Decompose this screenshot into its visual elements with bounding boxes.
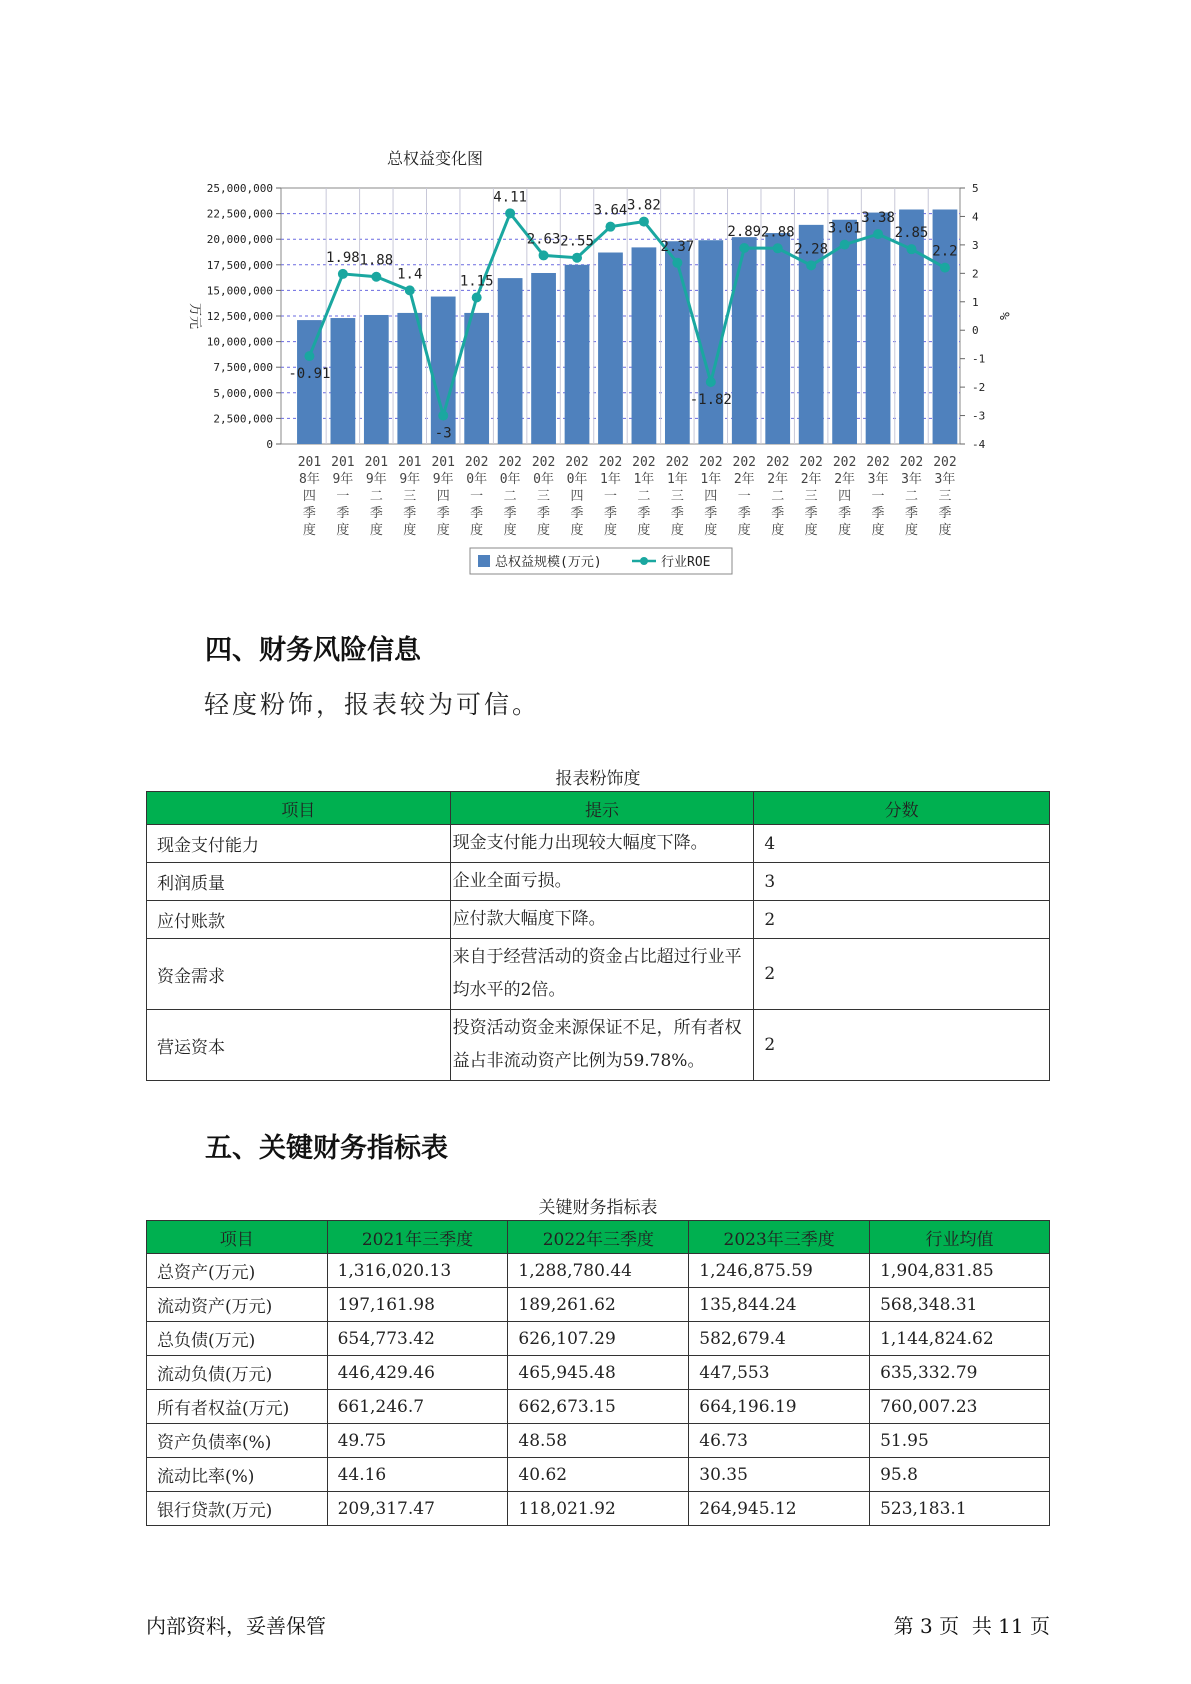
legend-bar-swatch xyxy=(478,555,490,567)
table-row xyxy=(147,1356,1050,1390)
metric-value: 189,261.62 xyxy=(508,1288,689,1322)
x-tick-label: 9年 xyxy=(332,472,354,487)
roe-data-label: 2.85 xyxy=(894,225,929,242)
y-left-tick-label: 17,500,000 xyxy=(206,258,273,272)
risk-score: 4 xyxy=(754,825,1050,863)
roe-data-label: 2.89 xyxy=(727,224,762,241)
x-tick-label: 202 xyxy=(665,455,690,470)
y-right-tick-label: -2 xyxy=(972,381,986,395)
legend-line-marker xyxy=(640,557,648,565)
metric-name: 所有者权益(万元) xyxy=(147,1390,328,1424)
x-tick-label: 季 xyxy=(871,506,885,521)
x-tick-label: 度 xyxy=(403,523,417,538)
x-tick-label: 度 xyxy=(804,523,818,538)
table-row xyxy=(147,1322,1050,1356)
x-tick-label: 202 xyxy=(498,455,522,470)
x-tick-label: 0年 xyxy=(566,472,588,487)
metric-name: 银行贷款(万元) xyxy=(147,1492,328,1526)
x-tick-label: 四 xyxy=(838,489,852,504)
x-tick-label: 度 xyxy=(704,523,718,538)
metric-value: 264,945.12 xyxy=(689,1492,870,1526)
x-tick-label: 季 xyxy=(804,506,818,521)
metric-value: 135,844.24 xyxy=(689,1288,870,1322)
x-tick-label: 201 xyxy=(431,455,455,470)
table-row xyxy=(147,1254,1050,1288)
x-tick-label: 季 xyxy=(704,506,718,521)
risk-item: 营运资本 xyxy=(147,1010,451,1081)
bar xyxy=(531,273,556,444)
roe-data-label: -0.91 xyxy=(288,366,331,383)
metric-value: 465,945.48 xyxy=(508,1356,689,1390)
x-tick-label: 二 xyxy=(904,489,919,504)
metric-value: 1,144,824.62 xyxy=(870,1322,1050,1356)
y-left-tick-label: 5,000,000 xyxy=(213,386,273,400)
bar xyxy=(598,253,623,444)
x-tick-label: 季 xyxy=(403,506,417,521)
roe-point xyxy=(706,377,716,387)
column-header: 2022年三季度 xyxy=(508,1221,689,1254)
legend-line-label: 行业ROE xyxy=(661,555,711,570)
x-tick-label: 度 xyxy=(336,523,350,538)
roe-data-label: 2.63 xyxy=(526,231,561,248)
table-row xyxy=(147,1424,1050,1458)
metric-value: 568,348.31 xyxy=(870,1288,1050,1322)
y-left-tick-label: 7,500,000 xyxy=(213,361,273,375)
x-tick-label: 一 xyxy=(871,489,885,504)
x-tick-label: 202 xyxy=(464,455,489,470)
roe-point xyxy=(806,260,816,270)
x-tick-label: 三 xyxy=(537,489,551,504)
roe-data-label: 1.88 xyxy=(359,252,394,269)
y-right-tick-label: -4 xyxy=(972,438,986,451)
y-left-tick-label: 20,000,000 xyxy=(206,233,273,247)
metric-name: 流动资产(万元) xyxy=(147,1288,328,1322)
column-header: 提示 xyxy=(450,792,754,825)
roe-point xyxy=(773,243,783,253)
y-right-tick-label: -1 xyxy=(972,352,986,366)
x-tick-label: 季 xyxy=(369,506,383,521)
metric-name: 流动负债(万元) xyxy=(147,1356,328,1390)
equity-chart xyxy=(0,170,1191,590)
roe-point xyxy=(405,285,415,295)
x-tick-label: 9年 xyxy=(432,472,454,487)
x-tick-label: 9年 xyxy=(399,472,421,487)
x-tick-label: 202 xyxy=(531,455,556,470)
bar xyxy=(632,247,657,444)
metric-value: 1,316,020.13 xyxy=(327,1254,508,1288)
x-tick-label: 度 xyxy=(302,523,316,538)
x-tick-label: 季 xyxy=(771,506,785,521)
metric-name: 流动比率(%) xyxy=(147,1458,328,1492)
roe-data-label: 4.11 xyxy=(493,189,527,206)
x-tick-label: 季 xyxy=(302,506,316,521)
roe-data-label: 3.64 xyxy=(593,202,628,219)
roe-data-label: 2.37 xyxy=(660,238,695,255)
y-right-tick-label: 5 xyxy=(972,182,979,195)
x-tick-label: 8年 xyxy=(299,472,320,487)
roe-data-label: 1.98 xyxy=(326,249,360,266)
metric-value: 118,021.92 xyxy=(508,1492,689,1526)
table-row xyxy=(147,863,1050,901)
roe-point xyxy=(873,229,883,239)
y-left-tick-label: 25,000,000 xyxy=(206,182,273,195)
metrics-table xyxy=(146,1220,1050,1526)
x-tick-label: 度 xyxy=(938,523,952,538)
risk-item: 利润质量 xyxy=(147,863,451,901)
risk-item: 资金需求 xyxy=(147,939,451,1010)
risk-table xyxy=(146,791,1050,1081)
column-header: 2023年三季度 xyxy=(689,1221,870,1254)
x-tick-label: 202 xyxy=(632,455,656,470)
metric-value: 51.95 xyxy=(870,1424,1050,1458)
y-right-tick-label: 4 xyxy=(972,210,979,224)
bar xyxy=(799,225,824,444)
x-tick-label: 三 xyxy=(938,489,952,504)
metric-value: 446,429.46 xyxy=(327,1356,508,1390)
bar xyxy=(498,278,523,444)
x-tick-label: 1年 xyxy=(700,472,722,487)
roe-data-label: 3.82 xyxy=(627,197,661,214)
roe-data-label: 1.4 xyxy=(397,266,423,283)
x-tick-label: 0年 xyxy=(466,472,488,487)
risk-score: 2 xyxy=(754,901,1050,939)
y-right-tick-label: 0 xyxy=(972,324,979,338)
risk-score: 3 xyxy=(754,863,1050,901)
x-tick-label: 202 xyxy=(866,455,890,470)
x-tick-label: 度 xyxy=(369,523,383,538)
x-tick-label: 度 xyxy=(904,523,919,538)
x-tick-label: 202 xyxy=(699,455,723,470)
metric-value: 661,246.7 xyxy=(327,1390,508,1424)
bar xyxy=(565,265,590,444)
metric-value: 1,246,875.59 xyxy=(689,1254,870,1288)
y-right-tick-label: -3 xyxy=(972,409,986,423)
y-left-tick-label: 0 xyxy=(266,438,273,451)
x-tick-label: 二 xyxy=(637,489,651,504)
risk-table-caption: 报表粉饰度 xyxy=(555,769,641,789)
x-tick-label: 度 xyxy=(871,523,885,538)
section4-summary: 轻度粉饰，报表较为可信。 xyxy=(204,690,541,719)
metric-value: 447,553 xyxy=(689,1356,870,1390)
table-row xyxy=(147,1288,1050,1322)
x-tick-label: 201 xyxy=(398,455,422,470)
roe-point xyxy=(505,208,515,218)
x-tick-label: 季 xyxy=(570,506,584,521)
table-row xyxy=(147,1458,1050,1492)
x-tick-label: 202 xyxy=(799,455,823,470)
roe-point xyxy=(840,240,850,250)
bar xyxy=(732,237,757,444)
bar xyxy=(866,213,891,444)
metric-value: 40.62 xyxy=(508,1458,689,1492)
risk-score: 2 xyxy=(754,939,1050,1010)
metric-value: 626,107.29 xyxy=(508,1322,689,1356)
x-tick-label: 四 xyxy=(570,489,584,504)
table-row xyxy=(147,825,1050,863)
metric-value: 635,332.79 xyxy=(870,1356,1050,1390)
metric-value: 49.75 xyxy=(327,1424,508,1458)
x-tick-label: 季 xyxy=(436,506,450,521)
x-tick-label: 三 xyxy=(804,489,818,504)
roe-data-label: 2.88 xyxy=(760,224,795,241)
x-tick-label: 201 xyxy=(297,455,322,470)
y-left-tick-label: 12,500,000 xyxy=(206,310,273,323)
metric-value: 664,196.19 xyxy=(689,1390,870,1424)
x-tick-label: 2年 xyxy=(767,472,789,487)
x-tick-label: 202 xyxy=(832,455,857,470)
metric-value: 30.35 xyxy=(689,1458,870,1492)
roe-data-label: 3.01 xyxy=(827,220,862,237)
footer-note: 内部资料，妥善保管 xyxy=(146,1614,326,1638)
roe-point xyxy=(539,250,549,260)
metric-value: 95.8 xyxy=(870,1458,1050,1492)
roe-data-label: 2.28 xyxy=(794,241,829,258)
x-tick-label: 四 xyxy=(704,489,718,504)
x-tick-label: 0年 xyxy=(533,472,554,487)
roe-data-label: 2.55 xyxy=(560,233,594,250)
x-tick-label: 季 xyxy=(938,506,952,521)
bar xyxy=(431,297,456,444)
x-tick-label: 度 xyxy=(838,523,852,538)
roe-point xyxy=(739,243,749,253)
metric-name: 总资产(万元) xyxy=(147,1254,328,1288)
x-tick-label: 2年 xyxy=(834,472,856,487)
y-right-tick-label: 1 xyxy=(972,295,979,309)
x-tick-label: 度 xyxy=(436,523,450,538)
table-row xyxy=(147,901,1050,939)
x-tick-label: 一 xyxy=(336,489,350,504)
roe-point xyxy=(907,244,917,254)
section4-heading: 四、财务风险信息 xyxy=(205,635,421,666)
roe-data-label: 1.15 xyxy=(459,273,494,290)
x-tick-label: 3年 xyxy=(901,472,922,487)
y-left-axis-title: 万元 xyxy=(187,302,202,330)
x-tick-label: 季 xyxy=(904,506,919,521)
x-tick-label: 三 xyxy=(670,489,684,504)
roe-point xyxy=(338,269,348,279)
metric-value: 44.16 xyxy=(327,1458,508,1492)
bar xyxy=(397,313,422,444)
section5-heading: 五、关键财务指标表 xyxy=(205,1133,448,1164)
x-tick-label: 3年 xyxy=(867,472,889,487)
x-tick-label: 202 xyxy=(765,455,790,470)
y-right-tick-label: 3 xyxy=(972,238,979,252)
column-header: 项目 xyxy=(147,792,451,825)
bar xyxy=(765,233,790,444)
x-tick-label: 202 xyxy=(899,455,924,470)
roe-point xyxy=(438,411,448,421)
x-tick-label: 1年 xyxy=(666,472,688,487)
x-tick-label: 1年 xyxy=(600,472,621,487)
x-tick-label: 9年 xyxy=(365,472,387,487)
x-tick-label: 季 xyxy=(537,506,551,521)
metric-value: 1,904,831.85 xyxy=(870,1254,1050,1288)
roe-point xyxy=(605,222,615,232)
x-tick-label: 202 xyxy=(598,455,623,470)
metric-value: 523,183.1 xyxy=(870,1492,1050,1526)
roe-point xyxy=(639,217,649,227)
x-tick-label: 202 xyxy=(565,455,589,470)
x-tick-label: 一 xyxy=(470,489,484,504)
roe-data-label: 2.2 xyxy=(932,243,958,260)
bar xyxy=(364,315,389,444)
roe-data-label: -1.82 xyxy=(689,391,732,408)
bar xyxy=(331,318,356,444)
y-right-axis-title: % xyxy=(996,312,1011,320)
roe-point xyxy=(472,293,482,303)
x-tick-label: 202 xyxy=(933,455,957,470)
x-tick-label: 2年 xyxy=(733,472,755,487)
x-tick-label: 度 xyxy=(670,523,684,538)
metric-value: 760,007.23 xyxy=(870,1390,1050,1424)
metric-value: 654,773.42 xyxy=(327,1322,508,1356)
risk-hint: 来自于经营活动的资金占比超过行业平均水平的2倍。 xyxy=(450,939,754,1010)
y-left-tick-label: 22,500,000 xyxy=(206,207,273,221)
risk-score: 2 xyxy=(754,1010,1050,1081)
column-header: 分数 xyxy=(754,792,1050,825)
roe-point xyxy=(371,272,381,282)
x-tick-label: 3年 xyxy=(934,472,956,487)
x-tick-label: 季 xyxy=(603,506,617,521)
risk-item: 应付账款 xyxy=(147,901,451,939)
table-row xyxy=(147,939,1050,1010)
roe-point xyxy=(572,253,582,263)
metric-value: 662,673.15 xyxy=(508,1390,689,1424)
risk-hint: 应付款大幅度下降。 xyxy=(450,901,754,939)
x-tick-label: 度 xyxy=(570,523,584,538)
column-header: 行业均值 xyxy=(870,1221,1050,1254)
x-tick-label: 四 xyxy=(436,489,450,504)
metric-name: 资产负债率(%) xyxy=(147,1424,328,1458)
table-row xyxy=(147,1390,1050,1424)
metrics-table-caption: 关键财务指标表 xyxy=(538,1198,658,1218)
roe-point xyxy=(304,351,314,361)
x-tick-label: 季 xyxy=(336,506,350,521)
roe-data-label: 3.38 xyxy=(861,210,895,227)
x-tick-label: 201 xyxy=(331,455,355,470)
x-tick-label: 二 xyxy=(369,489,383,504)
bar xyxy=(665,241,690,444)
x-tick-label: 度 xyxy=(603,523,617,538)
x-tick-label: 季 xyxy=(470,506,484,521)
y-left-tick-label: 2,500,000 xyxy=(213,412,273,426)
x-tick-label: 季 xyxy=(737,506,751,521)
page-number: 第 3 页 共 11 页 xyxy=(893,1614,1050,1638)
x-tick-label: 1年 xyxy=(633,472,655,487)
column-header: 项目 xyxy=(147,1221,328,1254)
x-tick-label: 四 xyxy=(302,489,316,504)
metric-value: 46.73 xyxy=(689,1424,870,1458)
roe-data-label: -3 xyxy=(434,425,452,442)
risk-hint: 现金支付能力出现较大幅度下降。 xyxy=(450,825,754,863)
x-tick-label: 二 xyxy=(503,489,517,504)
x-tick-label: 二 xyxy=(771,489,785,504)
roe-point xyxy=(940,263,950,273)
x-tick-label: 季 xyxy=(503,506,517,521)
x-tick-label: 202 xyxy=(732,455,757,470)
x-tick-label: 201 xyxy=(364,455,389,470)
column-header: 2021年三季度 xyxy=(327,1221,508,1254)
table-row xyxy=(147,1010,1050,1081)
y-left-tick-label: 15,000,000 xyxy=(206,284,273,298)
table-row xyxy=(147,1492,1050,1526)
x-tick-label: 2年 xyxy=(800,472,822,487)
x-tick-label: 0年 xyxy=(499,472,521,487)
x-tick-label: 季 xyxy=(838,506,852,521)
metric-name: 总负债(万元) xyxy=(147,1322,328,1356)
x-tick-label: 度 xyxy=(771,523,785,538)
x-tick-label: 度 xyxy=(637,523,651,538)
x-tick-label: 度 xyxy=(537,523,551,538)
risk-hint: 投资活动资金来源保证不足，所有者权益占非流动资产比例为59.78%。 xyxy=(450,1010,754,1081)
x-tick-label: 三 xyxy=(403,489,417,504)
metric-value: 209,317.47 xyxy=(327,1492,508,1526)
roe-point xyxy=(672,258,682,268)
chart-title: 总权益变化图 xyxy=(386,149,483,168)
risk-hint: 企业全面亏损。 xyxy=(450,863,754,901)
x-tick-label: 度 xyxy=(737,523,751,538)
y-right-tick-label: 2 xyxy=(972,267,979,281)
x-tick-label: 一 xyxy=(737,489,751,504)
metric-value: 48.58 xyxy=(508,1424,689,1458)
metric-value: 197,161.98 xyxy=(327,1288,508,1322)
risk-item: 现金支付能力 xyxy=(147,825,451,863)
x-tick-label: 度 xyxy=(503,523,517,538)
x-tick-label: 一 xyxy=(603,489,617,504)
x-tick-label: 度 xyxy=(470,523,484,538)
metric-value: 1,288,780.44 xyxy=(508,1254,689,1288)
x-tick-label: 季 xyxy=(637,506,651,521)
y-left-tick-label: 10,000,000 xyxy=(206,335,273,349)
bar xyxy=(832,220,857,444)
metric-value: 582,679.4 xyxy=(689,1322,870,1356)
x-tick-label: 季 xyxy=(670,506,684,521)
legend-bar-label: 总权益规模(万元) xyxy=(495,555,602,570)
